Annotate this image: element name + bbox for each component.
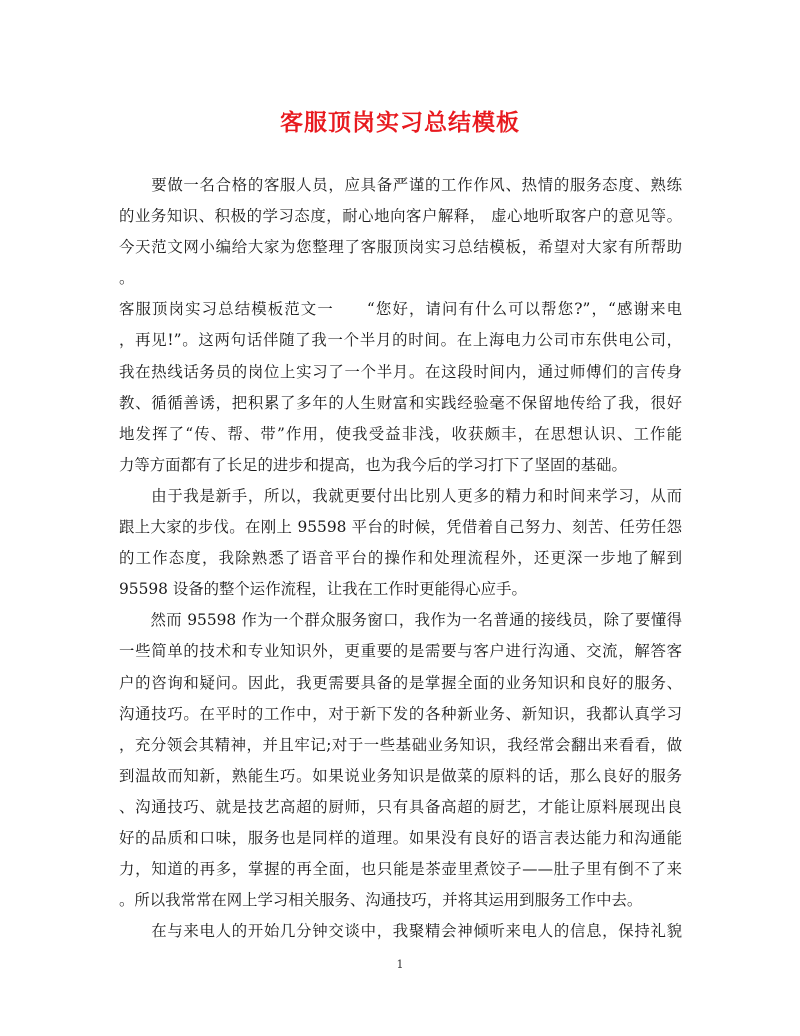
- body-line: 要做一名合格的客服人员，应具备严谨的工作作风、热情的服务态度、熟练: [119, 176, 682, 194]
- body-line: 、沟通技巧、就是技艺高超的厨师，只有具备高超的厨艺，才能让原料展现出良: [119, 797, 682, 816]
- body-line: ，再见!”。这两句话伴随了我一个半月的时间。在上海电力公司市东供电公司，: [119, 331, 682, 350]
- body-line: 沟通技巧。在平时的工作中，对于新下发的各种新业务、新知识，我都认真学习: [119, 704, 682, 723]
- page-number: 1: [396, 958, 404, 971]
- body-line: 一些简单的技术和专业知识外，更重要的是需要与客户进行沟通、交流，解答客: [119, 642, 682, 661]
- body-line: 今天范文网小编给大家为您整理了客服顶岗实习总结模板，希望对大家有所帮助: [119, 238, 682, 257]
- body-line: 由于我是新手，所以，我就更要付出比别人更多的精力和时间来学习，从而: [119, 486, 682, 505]
- body-line: 的业务知识、积极的学习态度，耐心地向客户解释， 虚心地听取客户的意见等。: [119, 207, 682, 226]
- body-line: 95598 设备的整个运作流程，让我在工作时更能得心应手。: [119, 580, 527, 599]
- body-line: 好的品质和口味，服务也是同样的道理。如果没有良好的语言表达能力和沟通能: [119, 828, 682, 847]
- document-body: [119, 170, 682, 947]
- body-line: 。: [119, 269, 135, 288]
- body-line: 户的咨询和疑问。因此，我更需要具备的是掌握全面的业务知识和良好的服务、: [119, 673, 682, 692]
- body-line: 跟上大家的步伐。在刚上 95598 平台的时候，凭借着自己努力、刻苦、任劳任怨: [119, 518, 682, 537]
- body-line: 我在热线话务员的岗位上实习了一个半月。在这段时间内，通过师傅们的言传身: [119, 362, 682, 381]
- document-title: 客服顶岗实习总结模板: [280, 109, 520, 136]
- body-line: 在与来电人的开始几分钟交谈中，我聚精会神倾听来电人的信息，保持礼貌: [119, 922, 682, 941]
- body-line: 力，知道的再多，掌握的再全面，也只能是茶壶里煮饺子——肚子里有倒不了来: [119, 860, 682, 879]
- body-line: 。所以我常常在网上学习相关服务、沟通技巧，并将其运用到服务工作中去。: [119, 891, 643, 910]
- body-line: 的工作态度，我除熟悉了语音平台的操作和处理流程外，还更深一步地了解到: [119, 549, 682, 568]
- body-line: 然而 95598 作为一个群众服务窗口，我作为一名普通的接线员，除了要懂得: [119, 611, 682, 630]
- body-line: 客服顶岗实习总结模板范文一 “您好，请问有什么可以帮您?”，“感谢来电: [119, 300, 682, 319]
- body-line: 力等方面都有了长足的进步和提高，也为我今后的学习打下了坚固的基础。: [119, 455, 627, 474]
- body-line: ，充分领会其精神，并且牢记;对于一些基础业务知识，我经常会翻出来看看，做: [119, 735, 682, 754]
- body-line: 教、循循善诱，把积累了多年的人生财富和实践经验毫不保留地传给了我，很好: [119, 393, 682, 412]
- body-line: 到温故而知新，熟能生巧。如果说业务知识是做菜的原料的话，那么良好的服务: [119, 766, 682, 785]
- body-line: 地发挥了“传、帮、带”作用，使我受益非浅，收获颇丰，在思想认识、工作能: [119, 424, 682, 443]
